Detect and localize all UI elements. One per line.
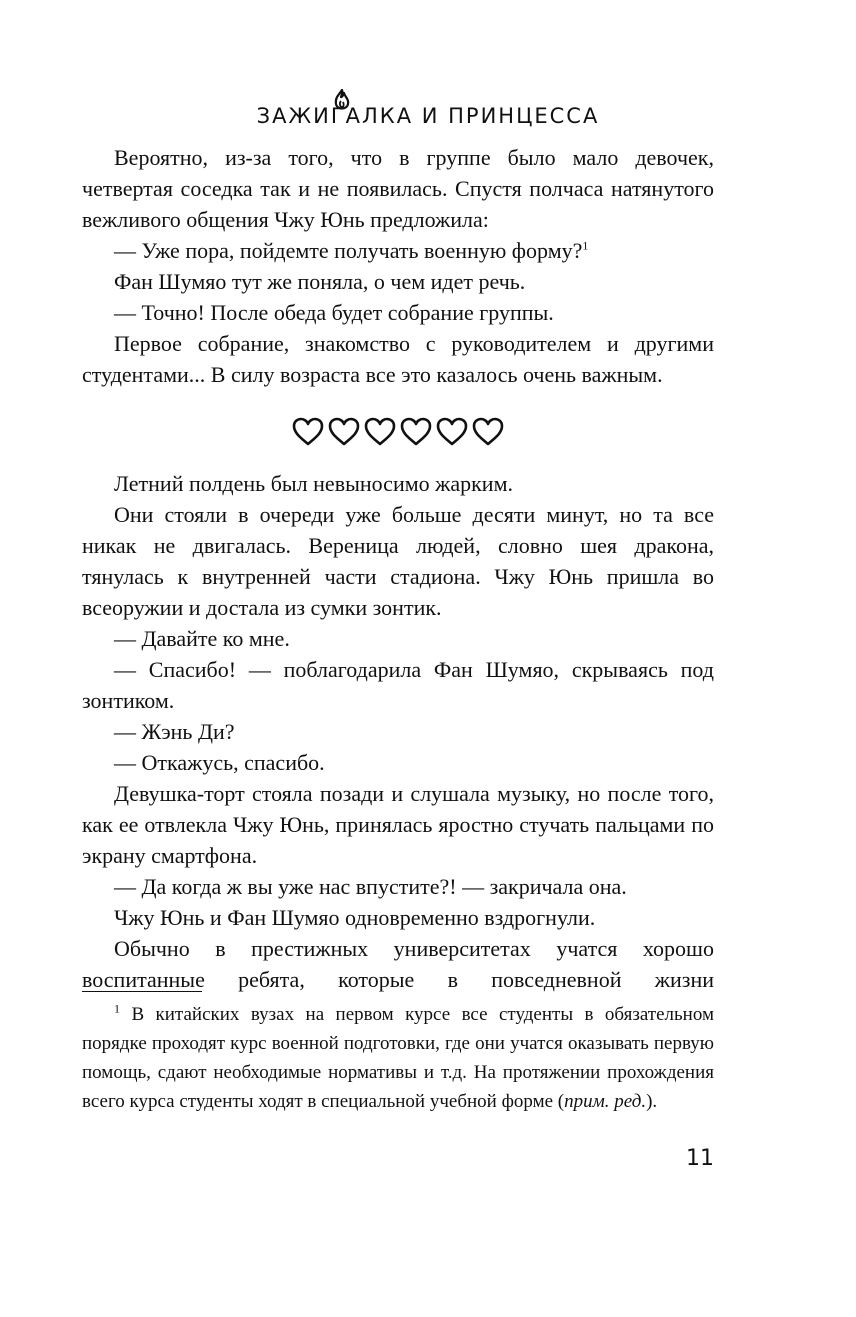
paragraph: Фан Шумяо тут же поняла, о чем идет речь. — [114, 269, 526, 294]
paragraph-text: — Уже пора, пойдемте получать военную форму? — [114, 238, 583, 263]
footnote-text: В китайских вузах на первом курсе все студенты в обязательном порядке проходят курс военной подготовки, где они учатся оказывать первую помощь, сдают необходимые нормативы и т.д. На протяжении прохождения всего курса студенты ходят в специальной учебной форме ( — [82, 1004, 715, 1112]
heart-outline-icon — [364, 417, 396, 447]
paragraph: — Да когда ж вы уже нас впустите?! — закричала она. — [114, 874, 627, 899]
heart-outline-icon — [328, 417, 360, 447]
flame-icon — [331, 88, 353, 114]
paragraph: Обычно в престижных университетах учатся хорошо воспитанные ребята, которые в повседневной жизни — [82, 936, 714, 992]
footnote-reference: 1 — [582, 238, 589, 253]
body-text-section-1 — [82, 142, 714, 390]
section-divider — [82, 406, 714, 458]
paragraph: — Давайте ко мне. — [114, 626, 290, 651]
paragraph: Первое собрание, знакомство с руководителем и другими студентами... В силу возраста все это казалось очень важным. — [82, 331, 714, 387]
page-number: 11 — [686, 1146, 714, 1171]
paragraph: — Откажусь, спасибо. — [114, 750, 325, 775]
footnote-italic: прим. ред. — [564, 1091, 647, 1112]
paragraph: Летний полдень был невыносимо жарким. — [114, 471, 513, 496]
footnote-rule — [82, 991, 202, 992]
heart-outline-icon — [400, 417, 432, 447]
paragraph — [82, 235, 714, 266]
paragraph: Чжу Юнь и Фан Шумяо одновременно вздрогнули. — [114, 905, 596, 930]
paragraph: Девушка-торт стояла позади и слушала музыку, но после того, как ее отвлекла Чжу Юнь, принялась яростно стучать пальцами по экрану смартфона. — [82, 781, 714, 868]
running-title: ЗАЖИГАЛКА И ПРИНЦЕССА — [256, 104, 600, 128]
footnote — [82, 1000, 714, 1116]
heart-outline-icon — [436, 417, 468, 447]
footnote-text-end: ). — [646, 1091, 658, 1112]
body-text-section-2 — [82, 468, 714, 995]
paragraph: — Спасибо! — поблагодарила Фан Шумяо, скрываясь под зонтиком. — [82, 657, 714, 713]
paragraph: — Точно! После обеда будет собрание группы. — [114, 300, 554, 325]
footnote-paragraph — [82, 1000, 714, 1116]
heart-outline-icon — [292, 417, 324, 447]
paragraph: Вероятно, из-за того, что в группе было мало девочек, четвертая соседка так и не появилась. Спустя полчаса натянутого вежливого общения Чжу Юнь предложила: — [82, 145, 714, 232]
paragraph: — Жэнь Ди? — [114, 719, 235, 744]
hearts-row — [82, 406, 714, 458]
footnote-marker: 1 — [114, 1001, 120, 1016]
paragraph: Они стояли в очереди уже больше десяти минут, но та все никак не двигалась. Вереница людей, словно шея дракона, тянулась к внутренней части стадиона. Чжу Юнь пришла во всеоружии и достала из сумки зонтик. — [82, 502, 714, 620]
heart-outline-icon — [472, 417, 504, 447]
